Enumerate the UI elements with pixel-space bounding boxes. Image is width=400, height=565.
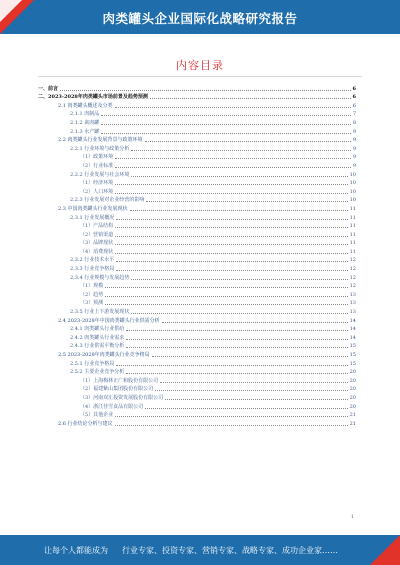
toc-entry-page: 21 (349, 412, 356, 419)
toc-entry-label: 2.3 中国肉类罐头行业发展现状 (58, 205, 128, 212)
toc-entry-page: 12 (349, 257, 356, 264)
toc-entry[interactable] (38, 410, 356, 419)
toc-entry[interactable] (38, 143, 356, 152)
toc-entry-label: 2.3.2 行业技术水平 (70, 257, 115, 264)
toc-dot-leader (145, 140, 351, 142)
toc-entry-label: （1）经济环境 (80, 180, 114, 187)
toc-entry-label: （1）产品结构 (80, 223, 114, 230)
toc-dot-leader (115, 226, 347, 228)
toc-dot-leader (131, 175, 347, 177)
toc-entry-label: 一、前言 (38, 85, 59, 92)
toc-dot-leader (115, 243, 347, 245)
toc-entry-label: （1）政策环境 (80, 154, 114, 161)
toc-dot-leader (105, 295, 347, 297)
toc-entry[interactable] (38, 392, 356, 401)
toc-entry-label: 2.3.3 行业竞争格局 (70, 266, 115, 273)
toc-entry-page: 11 (349, 223, 356, 230)
toc-dot-leader (150, 97, 351, 99)
toc-entry-label: 2.5.1 行业竞争格局 (70, 360, 115, 367)
toc-entry-label: 2.3.4 行业规模与发展趋势 (70, 274, 130, 281)
toc-dot-leader (115, 235, 347, 237)
toc-entry-page: 6 (352, 94, 356, 101)
toc-entry-page: 20 (349, 403, 356, 410)
toc-entry[interactable] (38, 152, 356, 161)
toc-entry[interactable] (38, 246, 356, 255)
toc-entry-page: 10 (349, 171, 356, 178)
toc-entry-label: 2.5.2 主要企业竞争分析 (70, 369, 125, 376)
toc-entry-label: （4）消费现状 (80, 248, 114, 255)
toc-entry-label: 二、2023-2028年肉类罐头市场前景及趋势预测 (38, 94, 148, 101)
toc-entry-label: 2.4.3 行业供需平衡分析 (70, 343, 125, 350)
report-title: 肉类罐头企业国际化战略研究报告 (102, 11, 298, 26)
toc-entry-page: 15 (349, 360, 356, 367)
toc-entry-label: （2）福建紫山集团股份有限公司 (80, 386, 154, 393)
toc-entry-label: （4）浙江佳雪食品有限公司 (80, 403, 144, 410)
toc-entry[interactable] (38, 203, 356, 212)
footer-banner (0, 535, 400, 565)
toc-entry[interactable] (38, 332, 356, 341)
toc-entry-label: （5）其他企业 (80, 412, 114, 419)
toc-entry-page: 15 (349, 343, 356, 350)
toc-dot-leader (130, 209, 348, 211)
toc-entry-label: （1）规模 (80, 283, 104, 290)
toc-dot-leader (126, 329, 347, 331)
toc-dot-leader (105, 303, 347, 305)
toc-entry-page: 6 (352, 85, 356, 92)
toc-entry-label: （3）预测 (80, 300, 104, 307)
toc-entry-label: 2.2 肉类罐头行业发展背景与政策环境 (58, 137, 143, 144)
toc-entry-page: 6 (352, 102, 356, 109)
toc-dot-leader (115, 183, 347, 185)
toc-entry[interactable] (38, 186, 356, 195)
toc-dot-leader (116, 218, 347, 220)
toc-entry-page: 11 (349, 240, 356, 247)
toc-entry-page: 20 (349, 369, 356, 376)
toc-dot-leader (115, 106, 351, 108)
toc-entry-page: 11 (349, 214, 356, 221)
toc-dot-leader (116, 364, 347, 366)
toc-entry[interactable] (38, 375, 356, 384)
toc-entry[interactable] (38, 169, 356, 178)
toc-dot-leader (152, 355, 348, 357)
toc-entry-label: 2.6 行业结论分析与建议 (58, 420, 113, 427)
toc-entry[interactable] (38, 384, 356, 393)
toc-entry-label: 2.1.3 水产罐 (70, 128, 100, 135)
toc-entry-label: （2）行业标准 (80, 162, 114, 169)
toc-entry-page: 13 (349, 300, 356, 307)
toc-entry-label: （2）人口环境 (80, 188, 114, 195)
toc-entry[interactable] (38, 212, 356, 221)
page-number: 1 (350, 514, 354, 520)
toc-entry[interactable] (38, 178, 356, 187)
toc-entry-page: 8 (352, 119, 356, 126)
toc-dot-leader (126, 346, 347, 348)
toc-entry[interactable] (38, 367, 356, 376)
toc-entry-page: 10 (349, 197, 356, 204)
toc-dot-leader (131, 278, 347, 280)
toc-entry-label: 2.3.5 行业上下游发展现状 (70, 309, 130, 316)
toc-dot-leader (162, 321, 348, 323)
toc-entry[interactable] (38, 315, 356, 324)
toc-heading: 内容目录 (176, 59, 224, 72)
toc-entry-label: 2.3.1 行业发展概况 (70, 214, 115, 221)
toc-entry-page: 11 (349, 248, 356, 255)
toc-list (38, 83, 356, 427)
toc-entry-label: （3）河南双汇投资发展股份有限公司 (80, 394, 164, 401)
toc-entry-label: （2）营销渠道 (80, 231, 114, 238)
toc-dot-leader (116, 269, 347, 271)
toc-dot-leader (155, 389, 347, 391)
toc-entry[interactable] (38, 109, 356, 118)
toc-entry-page: 9 (352, 137, 356, 144)
toc-dot-leader (115, 192, 347, 194)
toc-entry[interactable] (38, 306, 356, 315)
toc-entry-label: 2.4.1 肉类罐头行业供给 (70, 326, 125, 333)
toc-dot-leader (126, 372, 347, 374)
toc-dot-leader (115, 166, 351, 168)
toc-entry-page: 11 (349, 205, 356, 212)
toc-entry-page: 20 (349, 377, 356, 384)
toc-entry-label: （3）品牌现状 (80, 240, 114, 247)
toc-entry-page: 9 (352, 154, 356, 161)
toc-dot-leader (116, 260, 347, 262)
toc-dot-leader (146, 200, 347, 202)
toc-entry-page: 9 (352, 145, 356, 152)
toc-entry-page: 12 (349, 283, 356, 290)
toc-entry-page: 20 (349, 386, 356, 393)
toc-dot-leader (160, 381, 347, 383)
toc-entry[interactable] (38, 126, 356, 135)
toc-entry-page: 15 (349, 352, 356, 358)
toc-dot-leader (105, 286, 347, 288)
toc-entry[interactable] (38, 117, 356, 126)
toc-dot-leader (115, 252, 347, 254)
toc-entry[interactable] (38, 298, 356, 307)
toc-entry[interactable] (38, 272, 356, 281)
toc-dot-leader (101, 132, 351, 134)
toc-entry-page: 13 (349, 309, 356, 316)
toc-entry[interactable] (38, 83, 356, 92)
footer-corner-decoration (370, 535, 400, 565)
toc-entry-page: 9 (352, 128, 356, 135)
toc-entry-page: 11 (349, 231, 356, 238)
toc-entry[interactable] (38, 401, 356, 410)
toc-dot-leader (165, 398, 347, 400)
toc-entry[interactable] (38, 324, 356, 333)
toc-entry-label: 2.2.3 行业发展对企业经营的影响 (70, 197, 145, 204)
toc-entry-page: 13 (349, 291, 356, 298)
toc-entry[interactable] (38, 349, 356, 358)
toc-entry[interactable] (38, 229, 356, 238)
toc-entry-label: （1）上海梅林正广和股份有限公司 (80, 377, 159, 384)
toc-entry-label: 2.2.1 行业环境与政策分析 (70, 145, 130, 152)
toc-entry-page: 10 (349, 180, 356, 187)
toc-entry-page: 7 (352, 111, 356, 118)
toc-dot-leader (131, 149, 350, 151)
toc-divider (38, 76, 362, 77)
toc-dot-leader (60, 89, 351, 91)
toc-entry-label: 2.1.1 肉制品 (70, 111, 100, 118)
toc-entry-page: 14 (349, 326, 356, 333)
toc-entry-page: 12 (349, 274, 356, 281)
toc-entry-page: 12 (349, 266, 356, 273)
toc-entry[interactable] (38, 238, 356, 247)
toc-entry[interactable] (38, 358, 356, 367)
toc-dot-leader (131, 312, 347, 314)
toc-dot-leader (115, 424, 348, 426)
toc-entry-page: 10 (349, 188, 356, 195)
toc-dot-leader (115, 157, 351, 159)
toc-entry[interactable] (38, 341, 356, 350)
toc-entry[interactable] (38, 263, 356, 272)
toc-dot-leader (115, 415, 347, 417)
toc-entry-label: 2.4.2 肉类罐头行业需求 (70, 334, 125, 341)
toc-entry-page: 14 (349, 317, 356, 324)
toc-entry-page: 20 (349, 394, 356, 401)
toc-entry[interactable] (38, 289, 356, 298)
toc-entry[interactable] (38, 160, 356, 169)
toc-entry-label: 2.2.2 行业发展与社会环境 (70, 171, 130, 178)
toc-entry-page: 14 (349, 334, 356, 341)
toc-entry-label: 2.4 2023-2028年中国肉类罐头行业供需分析 (58, 317, 160, 324)
toc-entry[interactable] (38, 255, 356, 264)
toc-entry[interactable] (38, 418, 356, 427)
toc-dot-leader (101, 114, 351, 116)
toc-entry[interactable] (38, 281, 356, 290)
header-banner (0, 0, 400, 34)
toc-dot-leader (101, 123, 351, 125)
toc-entry[interactable] (38, 195, 356, 204)
toc-dot-leader (145, 407, 347, 409)
footer-slogan-left: 让每个人都能成为 (44, 546, 108, 555)
toc-entry-label: 2.1.2 禽肉罐 (70, 119, 100, 126)
toc-entry[interactable] (38, 100, 356, 109)
toc-entry[interactable] (38, 221, 356, 230)
toc-entry-label: 2.1 肉类罐头概述及分类 (58, 102, 113, 109)
toc-entry[interactable] (38, 135, 356, 144)
toc-dot-leader (126, 338, 347, 340)
toc-entry-label: 2.5 2023-2028年肉类罐头行业竞争格局 (58, 352, 150, 358)
toc-entry-label: （2）趋势 (80, 291, 104, 298)
footer-slogan-right: 行业专家、投资专家、营销专家、战略专家、成功企业家…… (122, 546, 338, 555)
toc-entry-page: 9 (352, 162, 356, 169)
toc-entry-page: 21 (349, 420, 356, 427)
toc-entry[interactable] (38, 92, 356, 101)
